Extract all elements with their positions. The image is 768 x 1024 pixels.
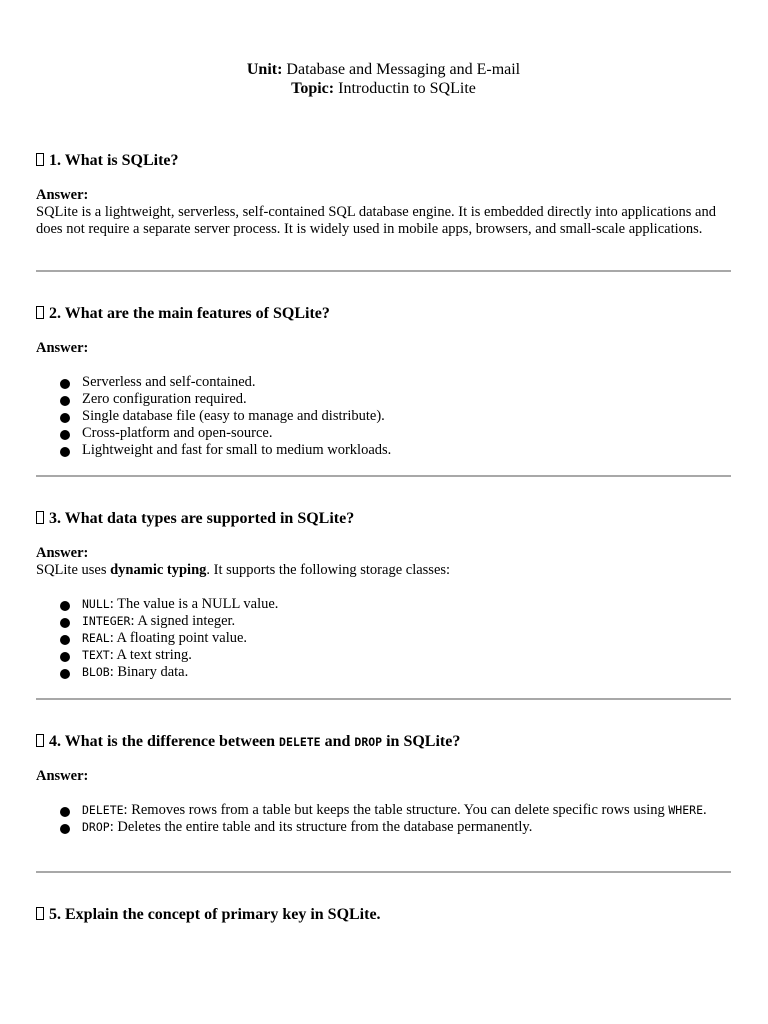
checkbox-glyph-icon <box>36 907 44 920</box>
intro-bold-text: dynamic typing <box>110 562 207 578</box>
bullet-icon <box>60 447 70 457</box>
list-item <box>36 664 731 681</box>
list-item <box>36 391 731 408</box>
features-list <box>36 374 731 459</box>
code-term: DELETE <box>279 735 321 749</box>
list-item-text: Lightweight and fast for small to medium workloads. <box>82 442 392 458</box>
divider <box>36 871 731 873</box>
bullet-icon <box>60 601 70 611</box>
checkbox-glyph-icon <box>36 734 44 747</box>
bullet-icon <box>60 618 70 628</box>
list-item <box>36 408 731 425</box>
title-text-mid: and <box>320 733 355 750</box>
checkbox-glyph-icon <box>36 306 44 319</box>
checkbox-glyph-icon <box>36 153 44 166</box>
topic-label: Topic: <box>291 80 335 97</box>
divider <box>36 698 731 700</box>
list-item <box>36 613 731 630</box>
code-term: INTEGER <box>82 614 131 628</box>
code-term: TEXT <box>82 648 110 662</box>
bullet-icon <box>60 652 70 662</box>
list-item <box>36 802 731 819</box>
list-item-text: Serverless and self-contained. <box>82 374 256 390</box>
bullet-icon <box>60 379 70 389</box>
code-term: DROP <box>354 735 383 749</box>
code-term: NULL <box>82 597 110 611</box>
list-item <box>36 647 731 664</box>
answer-label: Answer: <box>36 340 89 356</box>
code-term: DROP <box>82 820 110 834</box>
unit-label: Unit: <box>246 61 283 78</box>
list-item <box>36 630 731 647</box>
intro-text: SQLite uses <box>36 562 111 578</box>
unit-value: Database and Messaging and E-mail <box>286 61 521 78</box>
list-item-text: Single database file (easy to manage and distribute). <box>82 408 385 424</box>
question-2-section <box>36 304 731 459</box>
bullet-icon <box>60 430 70 440</box>
answer-3-intro <box>36 562 731 579</box>
question-3-title-text: 3. What data types are supported in SQLite? <box>49 510 355 527</box>
divider <box>36 475 731 477</box>
topic-value: Introductin to SQLite <box>338 80 476 97</box>
list-item <box>36 442 731 459</box>
bullet-icon <box>60 635 70 645</box>
question-1-title-text: 1. What is SQLite? <box>49 152 179 169</box>
title-text-end: in SQLite? <box>382 733 461 750</box>
answer-1-paragraph: SQLite is a lightweight, serverless, self-contained SQL database engine. It is embedded directly into applications and does not require a separate server process. It is widely used in mobile apps, browsers, and small-scale applications. <box>36 204 716 237</box>
list-item-text: : A text string. <box>109 647 192 663</box>
answer-label: Answer: <box>36 768 89 784</box>
question-5-section <box>36 905 731 925</box>
checkbox-glyph-icon <box>36 511 44 524</box>
answer-label: Answer: <box>36 545 89 561</box>
divider <box>36 270 731 272</box>
topic-line <box>36 79 731 98</box>
list-item <box>36 819 731 836</box>
list-item <box>36 374 731 391</box>
question-2-title <box>36 304 731 324</box>
unit-line <box>36 60 731 79</box>
storage-classes-list <box>36 596 731 681</box>
question-4-title <box>36 732 731 752</box>
code-term: REAL <box>82 631 110 645</box>
question-5-title <box>36 905 731 925</box>
question-1-title <box>36 151 731 171</box>
question-5-title-text: 5. Explain the concept of primary key in SQLite. <box>49 906 381 923</box>
question-2-title-text: 2. What are the main features of SQLite? <box>49 305 330 322</box>
list-item-text: : A floating point value. <box>109 630 248 646</box>
list-item-text: : Deletes the entire table and its structure from the database permanently. <box>109 819 533 835</box>
list-item-text-end: . <box>703 802 707 818</box>
question-1-section <box>36 151 731 238</box>
list-item-text: : A signed integer. <box>130 613 236 629</box>
bullet-icon <box>60 396 70 406</box>
document-header <box>36 60 731 98</box>
question-3-section <box>36 509 731 681</box>
answer-label: Answer: <box>36 187 89 203</box>
list-item-text: : Binary data. <box>109 664 189 680</box>
bullet-icon <box>60 824 70 834</box>
bullet-icon <box>60 807 70 817</box>
question-4-section <box>36 732 731 836</box>
question-3-title <box>36 509 731 529</box>
title-text: 4. What is the difference between <box>49 733 280 750</box>
list-item-text: : The value is a NULL value. <box>109 596 279 612</box>
difference-list <box>36 802 731 836</box>
bullet-icon <box>60 413 70 423</box>
bullet-icon <box>60 669 70 679</box>
list-item-text: : Removes rows from a table but keeps the table structure. You can delete specific rows using <box>123 802 669 818</box>
code-term: BLOB <box>82 665 110 679</box>
list-item-text: Cross-platform and open-source. <box>82 425 273 441</box>
intro-text-end: . It supports the following storage classes: <box>206 562 451 578</box>
list-item <box>36 596 731 613</box>
list-item <box>36 425 731 442</box>
code-term: DELETE <box>82 803 124 817</box>
list-item-text: Zero configuration required. <box>82 391 247 407</box>
code-term: WHERE <box>668 803 703 817</box>
